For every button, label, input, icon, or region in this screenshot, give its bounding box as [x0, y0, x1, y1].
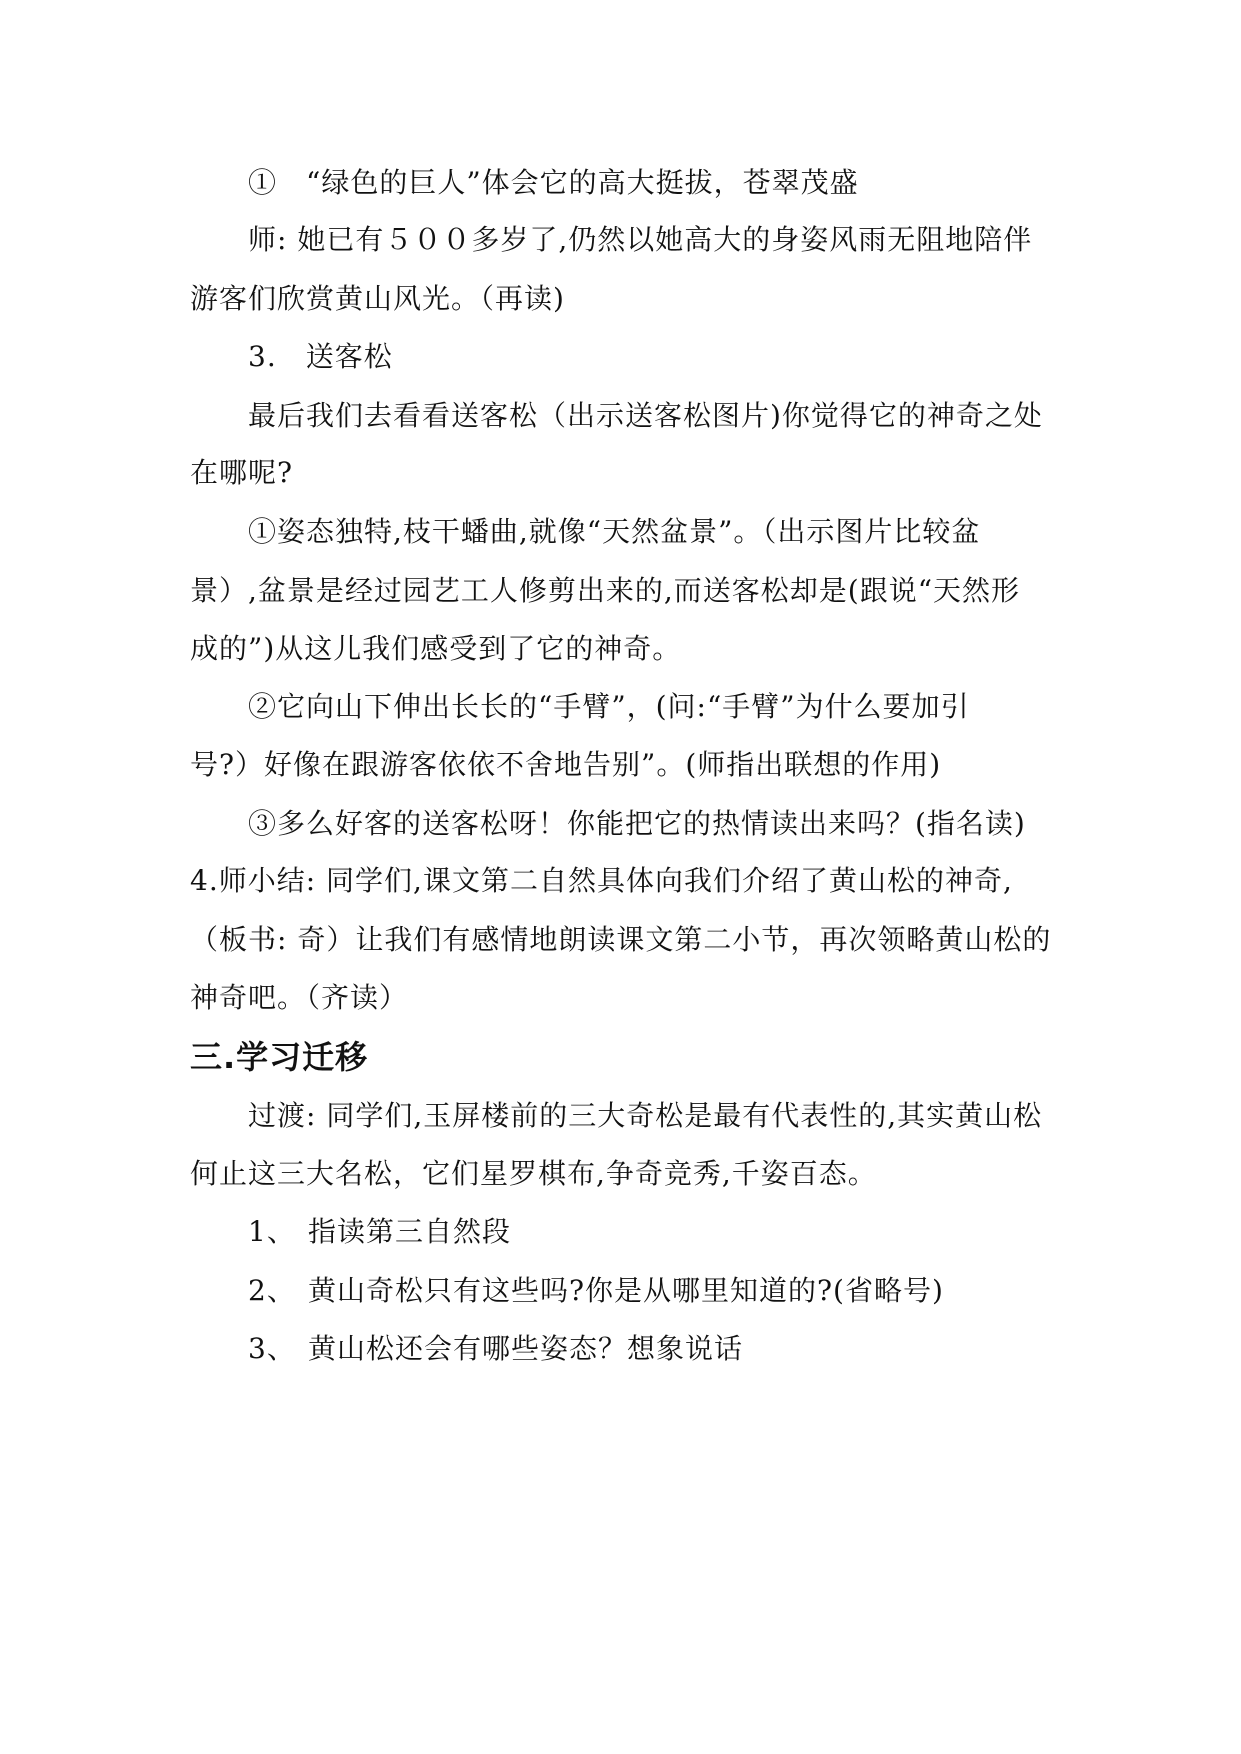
- subheading-farewell-pine: 3. 送客松: [248, 340, 393, 373]
- list-item-number: 3、: [248, 1332, 296, 1365]
- paragraph-bonsai-line-3: 成的”)从这儿我们感受到了它的神奇。: [190, 632, 682, 665]
- paragraph-arm-line-2: 号?）好像在跟游客依依不舍地告别”。(师指出联想的作用): [190, 748, 942, 781]
- list-item: [248, 1271, 944, 1311]
- paragraph-transition-line-2: 何止这三大名松，它们星罗棋布,争奇竞秀,千姿百态。: [190, 1157, 877, 1190]
- paragraph-farewell-intro-line-2: 在哪呢?: [190, 456, 294, 489]
- paragraph-green-giant: ① “绿色的巨人”体会它的高大挺拔，苍翠茂盛: [248, 166, 859, 199]
- section-heading: 三.学习迁移: [190, 1038, 369, 1076]
- paragraph-summary-line-1: 4.师小结: 同学们,课文第二自然具体向我们介绍了黄山松的神奇,: [190, 864, 1013, 897]
- list-item-number: 1、: [248, 1215, 296, 1248]
- list-item-text: 黄山奇松只有这些吗?你是从哪里知道的?(省略号): [308, 1274, 944, 1307]
- paragraph-summary-line-2: （板书: 奇）让我们有感情地朗读课文第二小节，再次领略黄山松的: [190, 923, 1052, 956]
- paragraph-hospitable: ③多么好客的送客松呀！你能把它的热情读出来吗？(指名读): [248, 807, 1026, 840]
- paragraph-bonsai-line-2: 景）,盆景是经过园艺工人修剪出来的,而送客松却是(跟说“天然形: [190, 574, 1021, 607]
- list-item: [248, 1329, 743, 1369]
- paragraph-teacher-line-1: 师: 她已有５００多岁了,仍然以她高大的身姿风雨无阻地陪伴: [248, 223, 1033, 256]
- paragraph-teacher-line-2: 游客们欣赏黄山风光。（再读): [190, 282, 565, 315]
- list-item-text: 黄山松还会有哪些姿态？想象说话: [308, 1332, 744, 1365]
- paragraph-summary-line-3: 神奇吧。（齐读）: [190, 981, 409, 1014]
- list-item: [248, 1212, 511, 1252]
- list-item-number: 2、: [248, 1274, 296, 1307]
- paragraph-farewell-intro-line-1: 最后我们去看看送客松（出示送客松图片)你觉得它的神奇之处: [248, 399, 1043, 432]
- paragraph-bonsai-line-1: ①姿态独特,枝干蟠曲,就像“天然盆景”。（出示图片比较盆: [248, 515, 981, 548]
- list-item-text: 指读第三自然段: [308, 1215, 512, 1248]
- paragraph-arm-line-1: ②它向山下伸出长长的“手臂”，(问:“手臂”为什么要加引: [248, 690, 970, 723]
- paragraph-transition-line-1: 过渡: 同学们,玉屏楼前的三大奇松是最有代表性的,其实黄山松: [248, 1099, 1043, 1132]
